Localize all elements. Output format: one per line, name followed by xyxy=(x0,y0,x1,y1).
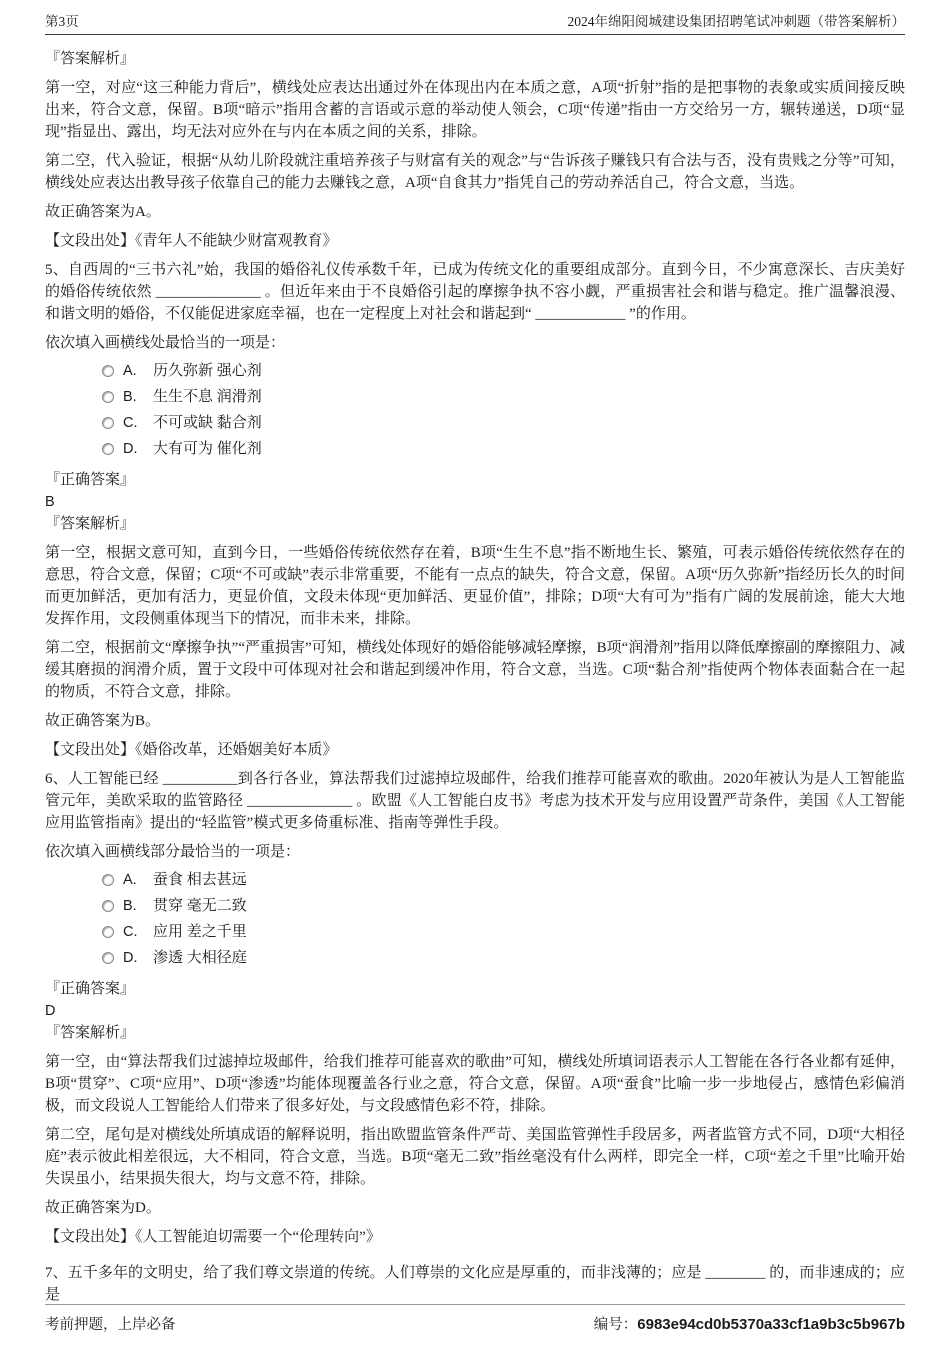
question-5-instruction: 依次填入画横线处最恰当的一项是： xyxy=(45,335,286,351)
page-content xyxy=(45,48,905,1306)
question-6-instruction: 依次填入画横线部分最恰当的一项是： xyxy=(45,844,301,860)
option-row-d xyxy=(102,945,905,971)
footer-code-label: 编号： xyxy=(593,1317,638,1333)
footer-code-value: 6983e94cd0b5370a33cf1a9b3c5b967b xyxy=(637,1316,905,1333)
q6-source-line: 【文段出处】《人工智能迫切需要一个“伦理转向”》 xyxy=(45,1229,381,1245)
q5-answer-block xyxy=(45,469,905,535)
footer-slogan: 考前押题，上岸必备 xyxy=(45,1317,176,1333)
page-number: 第3页 xyxy=(45,14,79,29)
q5-explanation-2: 第二空，根据前文“摩擦争执”“严重损害”可知，横线处体现好的婚俗能够减轻摩擦，B项“润滑剂”指用以降低摩擦副的摩擦阻力、减缓其磨损的润滑介质，置于文段中可体现对社会和谐起到缓冲作用，符合文意，当选。C项“黏合剂”指使两个物体表面黏合在一起的物质，不符合文意，排除。 xyxy=(45,640,905,700)
radio-button-q5-a[interactable] xyxy=(102,365,114,377)
footer-code xyxy=(594,1313,905,1334)
question-5-stem: 5、自西周的“三书六礼”始，我国的婚俗礼仪传承数千年，已成为传统文化的重要组成部分。直到今日，不少寓意深长、吉庆美好的婚俗传统依然 ______________ 。但近年来由于不良婚俗引起的摩擦争执不容小觑，严重损害社会和谐与稳定。推广温馨浪漫、和谐文明的婚俗，不仅能促进家庭幸福，也在一定程度上对社会和谐起到“ ____________ ”的作用。 xyxy=(45,262,905,322)
radio-button-q6-a[interactable] xyxy=(102,874,114,886)
option-row-c xyxy=(102,410,905,436)
q5-correct-answer: B xyxy=(45,494,55,510)
q5-source-line: 【文段出处】《婚俗改革，还婚姻美好本质》 xyxy=(45,742,338,758)
option-row-a xyxy=(102,867,905,893)
q6-analysis-label: 『答案解析』 xyxy=(45,1025,136,1041)
radio-button-q6-b[interactable] xyxy=(102,900,114,912)
option-row-a xyxy=(102,358,905,384)
q4-explanation-2: 第二空，代入验证，根据“从幼儿阶段就注重培养孩子与财富有关的观念”与“告诉孩子赚钱只有合法与否，没有贵贱之分等”可知，横线处应表达出教导孩子依靠自己的能力去赚钱之意，A项“自食其力”指凭自己的劳动养活自己，符合文意，当选。 xyxy=(45,153,905,191)
q6-explanation-1: 第一空，由“算法帮我们过滤掉垃圾邮件，给我们推荐可能喜欢的歌曲”可知，横线处所填词语表示人工智能在各行各业都有延伸，B项“贯穿”、C项“应用”、D项“渗透”均能体现覆盖各行业之意，符合文意，保留。A项“蚕食”比喻一步一步地侵占，感情色彩偏消极，而文段说人工智能给人们带来了很多好处，与文段感情色彩不符，排除。 xyxy=(45,1054,905,1114)
page-footer xyxy=(45,1304,905,1334)
option-row-b xyxy=(102,384,905,410)
q6-answer-block xyxy=(45,978,905,1044)
radio-button-q6-d[interactable] xyxy=(102,952,114,964)
option-text: 大有可为 催化剂 xyxy=(153,441,262,457)
option-row-d xyxy=(102,436,905,462)
page-header xyxy=(45,0,905,35)
option-text: 蚕食 相去甚远 xyxy=(153,872,247,888)
option-letter: A. xyxy=(123,872,137,888)
option-letter: B. xyxy=(123,898,137,914)
option-text: 贯穿 毫无二致 xyxy=(153,898,247,914)
q4-explanation-1: 第一空，对应“这三种能力背后”，横线处应表达出通过外在体现出内在本质之意，A项“折射”指的是把事物的表象或实质间接反映出来，符合文意，保留。B项“暗示”指用含蓄的言语或示意的举动使人领会，C项“传递”指由一方交给另一方，辗转递送，D项“显现”指显出、露出，均无法对应外在与内在本质之间的关系，排除。 xyxy=(45,80,905,140)
option-row-c xyxy=(102,919,905,945)
option-letter: A. xyxy=(123,363,137,379)
radio-button-q5-c[interactable] xyxy=(102,417,114,429)
q6-correct-label: 『正确答案』 xyxy=(45,981,136,997)
question-6-stem: 6、人工智能已经 __________到各行各业，算法帮我们过滤掉垃圾邮件，给我们推荐可能喜欢的歌曲。2020年被认为是人工智能监管元年，美欧采取的监管路径 ______________ 。欧盟《人工智能白皮书》考虑为技术开发与应用设置严苛条件，美国《人工智能应用监管指南》提出的“轻监管”模式更多倚重标准、指南等弹性手段。 xyxy=(45,771,905,831)
option-letter: D. xyxy=(123,441,138,457)
q4-source-line: 【文段出处】《青年人不能缺少财富观教育》 xyxy=(45,233,338,249)
option-letter: D. xyxy=(123,950,138,966)
question-6-options xyxy=(102,867,905,971)
q5-explanation-1: 第一空，根据文意可知，直到今日，一些婚俗传统依然存在着，B项“生生不息”指不断地生长、繁殖，可表示婚俗传统依然存在的意思，符合文意，保留；C项“不可或缺”表示非常重要，不能有一点点的缺失，符合文意，保留。A项“历久弥新”指经历长久的时间而更加鲜活，更加有活力，更显价值，文段未体现“更加鲜活、更显价值”，排除；D项“大有可为”指有广阔的发展前途，能大大地发挥作用，文段侧重体现当下的情况，而非未来，排除。 xyxy=(45,545,905,627)
option-text: 渗透 大相径庭 xyxy=(153,950,247,966)
option-text: 生生不息 润滑剂 xyxy=(153,389,262,405)
radio-button-q6-c[interactable] xyxy=(102,926,114,938)
q6-explanation-2: 第二空，尾句是对横线处所填成语的解释说明，指出欧盟监管条件严苛、美国监管弹性手段居多，两者监管方式不同，D项“大相径庭”表示彼此相差很远，大不相同，符合文意，当选。B项“毫无二致”指丝毫没有什么两样，即完全一样，C项“差之千里”比喻开始失误虽小，结果损失很大，均与文意不符，排除。 xyxy=(45,1127,905,1187)
q5-answer-line: 故正确答案为B。 xyxy=(45,713,161,729)
q4-answer-line: 故正确答案为A。 xyxy=(45,204,161,220)
option-text: 不可或缺 黏合剂 xyxy=(153,415,262,431)
q4-analysis-label: 『答案解析』 xyxy=(45,51,136,67)
q6-answer-line: 故正确答案为D。 xyxy=(45,1200,161,1216)
q5-correct-label: 『正确答案』 xyxy=(45,472,136,488)
radio-button-q5-b[interactable] xyxy=(102,391,114,403)
q5-analysis-label: 『答案解析』 xyxy=(45,516,136,532)
option-text: 历久弥新 强心剂 xyxy=(153,363,262,379)
option-row-b xyxy=(102,893,905,919)
radio-button-q5-d[interactable] xyxy=(102,443,114,455)
question-7-stem: 7、五千多年的文明史，给了我们尊文崇道的传统。人们尊崇的文化应是厚重的，而非浅薄的；应是 ________ 的，而非速成的；应是 xyxy=(45,1265,905,1303)
question-5-options xyxy=(102,358,905,462)
document-title: 2024年绵阳阅城建设集团招聘笔试冲刺题（带答案解析） xyxy=(567,14,905,29)
q6-correct-answer: D xyxy=(45,1003,56,1019)
option-letter: C. xyxy=(123,924,138,940)
option-letter: C. xyxy=(123,415,138,431)
option-letter: B. xyxy=(123,389,137,405)
option-text: 应用 差之千里 xyxy=(153,924,247,940)
